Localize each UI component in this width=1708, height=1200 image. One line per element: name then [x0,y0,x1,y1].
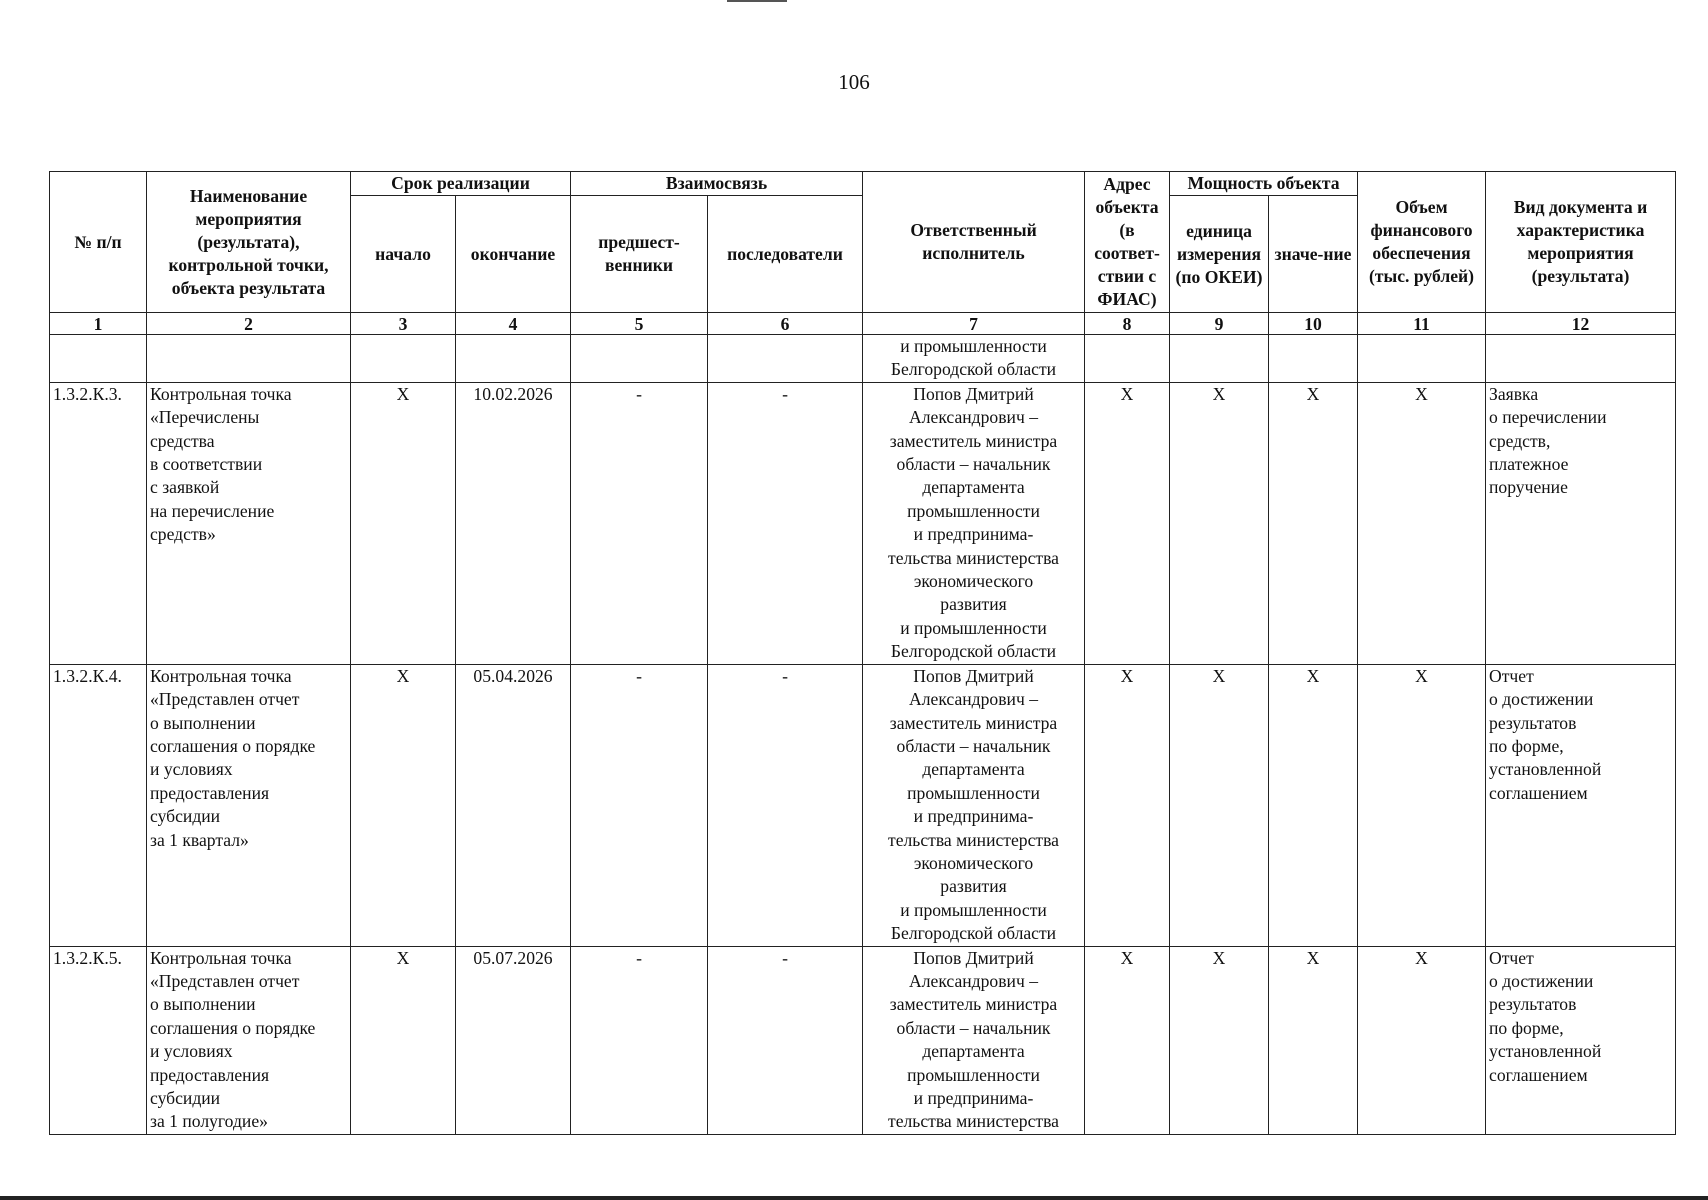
page-number: 106 [838,70,870,94]
cell [50,335,147,383]
executor-line: области – начальник [896,1017,1051,1038]
column-number: 5 [571,313,708,335]
doc-line: о перечислении [1489,407,1607,428]
executor-line: и предпринима- [913,1088,1034,1108]
executor-line: области – начальник [896,454,1051,475]
doc-line: установленной [1489,759,1602,780]
executor-line: заместитель министра [889,994,1058,1015]
doc-line: поручение [1489,477,1568,498]
name-cell [147,946,351,1134]
executor-line: и промышленности [900,617,1047,638]
row-number: 1.3.2.К.4. [50,664,147,946]
executor-line: и предпринима- [913,524,1034,545]
executor-line: Александрович – [909,970,1038,991]
executor-line: и промышленности [900,336,1047,356]
executor-line: развития [940,594,1007,615]
column-number: 10 [1269,313,1358,335]
name-line: средства [150,430,215,451]
doc-line: по форме, [1489,1017,1564,1038]
doc-line: соглашением [1489,782,1588,803]
header-finance: Объем финансового обеспечения (тыс. рублей) [1358,172,1486,313]
executor-cell [863,946,1085,1134]
column-number: 6 [708,313,863,335]
doc-type-cell [1486,382,1676,664]
executor-line: тельства министерства [888,829,1059,850]
table-row [50,382,1676,664]
name-line: о выполнении [150,712,256,733]
name-line: субсидии [150,1088,221,1108]
start-cell: X [351,382,456,664]
name-line: предоставления [150,1064,270,1085]
document-table [49,171,1676,1135]
predecessors-cell: - [571,946,708,1134]
doc-line: о достижении [1489,689,1594,710]
doc-line: Заявка [1489,383,1539,404]
end-date-cell: 05.04.2026 [456,664,571,946]
header-doc-type: Вид документа и характеристика мероприятия (результата) [1486,172,1676,313]
name-line: за 1 полугодие» [150,1111,268,1132]
column-number: 8 [1085,313,1170,335]
top-rule [727,0,787,2]
doc-type-cell [1486,664,1676,946]
name-line: «Перечислены [150,407,260,428]
name-line: с заявкой [150,477,220,498]
executor-line: Попов Дмитрий [913,383,1034,404]
name-line: и условиях [150,759,233,780]
executor-cell [863,335,1085,383]
name-line: в соответствии [150,454,263,475]
header-successors: последователи [708,196,863,313]
executor-line: экономического [913,852,1034,873]
executor-line: Попов Дмитрий [913,947,1034,968]
header-value: значе-ние [1269,196,1358,313]
cell [1085,335,1170,383]
column-number: 3 [351,313,456,335]
unit-cell: X [1170,382,1269,664]
successors-cell: - [708,382,863,664]
finance-cell: X [1358,946,1486,1134]
header-number: № п/п [50,172,147,313]
executor-line: Попов Дмитрий [913,665,1034,686]
column-number: 12 [1486,313,1676,335]
name-line: средств» [150,524,216,545]
executor-line: Александрович – [909,689,1038,710]
successors-cell: - [708,664,863,946]
finance-cell: X [1358,382,1486,664]
doc-line: о достижении [1489,970,1594,991]
value-cell: X [1269,946,1358,1134]
executor-line: и предпринима- [913,806,1034,827]
cell [571,335,708,383]
name-line: субсидии [150,806,221,827]
doc-line: платежное [1489,454,1569,475]
table-row [50,664,1676,946]
name-line: соглашения о порядке [150,1017,316,1038]
header-group-moshch: Мощность объекта [1170,172,1358,196]
predecessors-cell: - [571,382,708,664]
name-line: Контрольная точка [150,383,292,404]
executor-line: заместитель министра [889,712,1058,733]
executor-line: департамента [922,477,1025,498]
doc-line: средств, [1489,430,1551,451]
column-number: 2 [147,313,351,335]
cell [1486,335,1676,383]
start-cell: X [351,664,456,946]
cell [351,335,456,383]
doc-line: установленной [1489,1041,1602,1062]
cell [1269,335,1358,383]
executor-cell [863,664,1085,946]
doc-line: Отчет [1489,947,1534,968]
name-line: «Представлен отчет [150,970,300,991]
name-cell [147,382,351,664]
name-line: предоставления [150,782,270,803]
name-line: соглашения о порядке [150,735,316,756]
address-cell: X [1085,382,1170,664]
doc-line: соглашением [1489,1064,1588,1085]
executor-line: и промышленности [900,899,1047,920]
value-cell: X [1269,664,1358,946]
executor-line: экономического [913,571,1034,592]
address-cell: X [1085,946,1170,1134]
start-cell: X [351,946,456,1134]
column-number: 4 [456,313,571,335]
cell [147,335,351,383]
column-number: 9 [1170,313,1269,335]
doc-line: результатов [1489,712,1577,733]
executor-line: промышленности [907,782,1040,803]
column-number: 7 [863,313,1085,335]
row-number: 1.3.2.К.5. [50,946,147,1134]
finance-cell: X [1358,664,1486,946]
executor-line: департамента [922,1041,1025,1062]
name-line: за 1 квартал» [150,829,249,850]
header-start: начало [351,196,456,313]
bottom-rule [0,1196,1708,1200]
successors-cell: - [708,946,863,1134]
header-name: Наименование мероприятия (результата), контрольной точки, объекта результата [147,172,351,313]
name-line: Контрольная точка [150,665,292,686]
header-end: окончание [456,196,571,313]
name-cell [147,664,351,946]
value-cell: X [1269,382,1358,664]
doc-line: Отчет [1489,665,1534,686]
doc-line: результатов [1489,994,1577,1015]
doc-type-cell [1486,946,1676,1134]
header-group-vzaim: Взаимосвязь [571,172,863,196]
header-executor: Ответственный исполнитель [863,172,1085,313]
executor-line: департамента [922,759,1025,780]
executor-line: Александрович – [909,407,1038,428]
executor-cell [863,382,1085,664]
executor-line: Белгородской области [890,359,1057,380]
executor-line: развития [940,876,1007,897]
cell [1358,335,1486,383]
executor-line: тельства министерства [888,1111,1059,1132]
cell [1170,335,1269,383]
cell [708,335,863,383]
executor-line: тельства министерства [888,547,1059,568]
predecessors-cell: - [571,664,708,946]
table-row-continuation [50,335,1676,383]
header-group-srok: Срок реализации [351,172,571,196]
header-unit: единица измерения (по ОКЕИ) [1170,196,1269,313]
column-number: 11 [1358,313,1486,335]
row-number: 1.3.2.К.3. [50,382,147,664]
column-number: 1 [50,313,147,335]
executor-line: Белгородской области [890,641,1057,662]
executor-line: промышленности [907,500,1040,521]
address-cell: X [1085,664,1170,946]
name-line: «Представлен отчет [150,689,300,710]
header-address: Адрес объекта (в соответ-ствии с ФИАС) [1085,172,1170,313]
end-date-cell: 05.07.2026 [456,946,571,1134]
name-line: о выполнении [150,994,256,1015]
executor-line: Белгородской области [890,923,1057,944]
end-date-cell: 10.02.2026 [456,382,571,664]
header-predecessors: предшест-венники [571,196,708,313]
doc-line: по форме, [1489,735,1564,756]
unit-cell: X [1170,664,1269,946]
table-row [50,946,1676,1134]
name-line: и условиях [150,1041,233,1062]
executor-line: промышленности [907,1064,1040,1085]
executor-line: области – начальник [896,735,1051,756]
cell [456,335,571,383]
executor-line: заместитель министра [889,430,1058,451]
name-line: на перечисление [150,500,275,521]
unit-cell: X [1170,946,1269,1134]
name-line: Контрольная точка [150,947,292,968]
